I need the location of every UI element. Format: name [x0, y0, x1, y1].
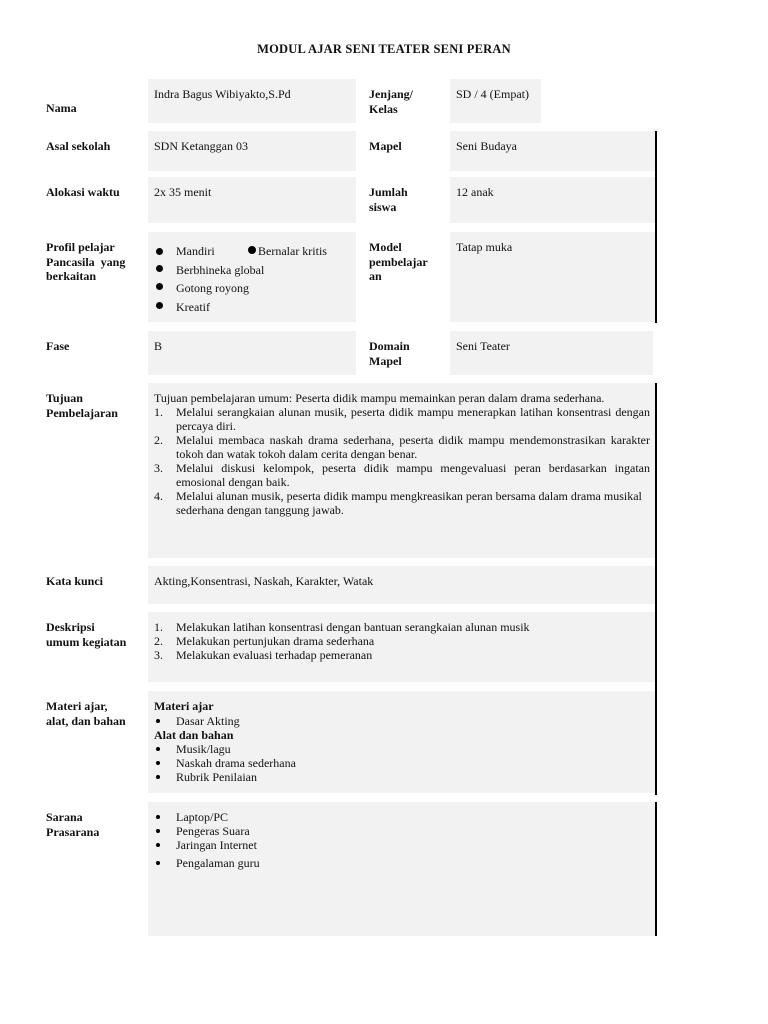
label-deskripsi-line2: umum kegiatan: [46, 634, 127, 649]
alat-bahan-item: Musik/lagu: [154, 742, 650, 756]
tujuan-item-number: 2.: [154, 433, 163, 447]
value-domain-mapel: [450, 331, 653, 375]
value-deskripsi-kegiatan: [148, 612, 656, 682]
value-kata-kunci: [148, 566, 656, 604]
page-title: MODUL AJAR SENI TEATER SENI PERAN: [257, 42, 511, 56]
materi-heading: Materi ajar: [154, 699, 214, 713]
label-domain-line1: Domain: [369, 339, 410, 353]
tujuan-item-text: Melalui diskusi kelompok, peserta didik mampu mengevaluasi peran berdasarkan ingatan emosional dengan baik.: [176, 461, 650, 489]
profil-item: Kreatif: [154, 298, 350, 317]
deskripsi-item-text: Melakukan pertunjukan drama sederhana: [176, 634, 375, 648]
deskripsi-item: [154, 634, 650, 648]
tujuan-item: [154, 461, 650, 489]
deskripsi-item: [154, 648, 650, 662]
tujuan-intro: Tujuan pembelajaran umum: Peserta didik mampu memainkan peran dalam drama sederhana.: [154, 391, 605, 405]
deskripsi-item-text: Melakukan evaluasi terhadap pemeranan: [176, 648, 373, 662]
sarana-item: Jaringan Internet: [154, 838, 650, 852]
tujuan-item-number: 3.: [154, 461, 163, 475]
label-asal-sekolah: Asal sekolah: [46, 139, 111, 153]
label-domain-line2: Mapel: [369, 353, 402, 368]
tujuan-item: [154, 489, 650, 517]
tujuan-item: [154, 433, 650, 461]
value-alokasi-waktu: [148, 177, 356, 223]
sarana-item: Pengeras Suara: [154, 824, 650, 838]
label-profil-line2: Pancasila yang: [46, 254, 126, 269]
label-tujuan-line1: Tujuan: [46, 391, 83, 405]
label-model-line2: pembelajar: [369, 254, 428, 269]
kata-kunci-text: Akting,Konsentrasi, Naskah, Karakter, Watak: [154, 574, 374, 588]
tujuan-item-number: 4.: [154, 489, 163, 503]
label-jumlah-siswa: [369, 185, 408, 214]
label-model-line1: Model: [369, 240, 402, 254]
jumlah-siswa-text: 12 anak: [456, 185, 494, 199]
table-border-line: [655, 383, 657, 795]
value-sarana-prasarana: [148, 802, 656, 936]
materi-item: Dasar Akting: [154, 714, 650, 728]
deskripsi-item-number: 1.: [154, 620, 163, 634]
label-domain-mapel: [369, 339, 410, 368]
label-sarana-line2: Prasarana: [46, 824, 100, 839]
label-model-line3: an: [369, 269, 382, 283]
label-deskripsi-kegiatan: [46, 620, 126, 649]
table-border-line: [655, 131, 657, 323]
value-profil-pelajar: [148, 232, 356, 322]
bullet-dot-icon: [248, 246, 256, 254]
value-jenjang: [450, 79, 541, 123]
tujuan-item-number: 1.: [154, 405, 163, 419]
alat-bahan-heading: Alat dan bahan: [154, 727, 234, 742]
deskripsi-item: [154, 620, 650, 634]
profil-first-line: [154, 242, 350, 261]
value-mapel: [450, 131, 656, 171]
asal-sekolah-text: SDN Ketanggan 03: [154, 139, 248, 153]
nama-text: Indra Bagus Wibiyakto,S.Pd: [154, 87, 291, 101]
domain-mapel-text: Seni Teater: [456, 339, 510, 353]
label-model-pembelajaran: [369, 240, 428, 284]
value-fase: [148, 331, 356, 375]
alat-bahan-item: Rubrik Penilaian: [154, 770, 650, 784]
profil-item: [248, 242, 327, 261]
tujuan-item-text: Melalui membaca naskah drama sederhana, peserta didik mampu mendemonstrasikan karakter tokoh dan watak tokoh dalam cerita dengan benar.: [176, 433, 650, 461]
label-sarana-prasarana: [46, 810, 99, 839]
label-jenjang-line2: Kelas: [369, 101, 398, 116]
label-profil-line1: Profil pelajar: [46, 240, 115, 254]
label-jenjang: [369, 87, 413, 116]
label-profil-pelajar: [46, 240, 125, 284]
tujuan-item: [154, 405, 650, 433]
label-kata-kunci: Kata kunci: [46, 574, 104, 588]
fase-text: B: [154, 339, 163, 353]
tujuan-item-text: Melalui serangkaian alunan musik, peserta didik mampu menerapkan latihan konsentrasi dengan percaya diri.: [176, 405, 650, 433]
deskripsi-item-text: Melakukan latihan konsentrasi dengan bantuan serangkaian alunan musik: [176, 620, 530, 634]
label-jumlah-line2: siswa: [369, 199, 397, 214]
sarana-item: Laptop/PC: [154, 810, 650, 824]
model-pembelajaran-text: Tatap muka: [456, 240, 513, 254]
mapel-text: Seni Budaya: [456, 139, 517, 153]
alat-bahan-item: Naskah drama sederhana: [154, 756, 650, 770]
label-materi-line2: alat, dan bahan: [46, 713, 126, 728]
label-nama: Nama: [46, 101, 77, 115]
deskripsi-item-number: 3.: [154, 648, 163, 662]
label-fase: Fase: [46, 339, 70, 353]
label-tujuan-line2: Pembelajaran: [46, 405, 118, 420]
value-materi-ajar: [148, 691, 656, 793]
deskripsi-item-number: 2.: [154, 634, 163, 648]
label-tujuan-pembelajaran: [46, 391, 118, 420]
jenjang-text: SD / 4 (Empat): [456, 87, 529, 101]
label-alokasi-waktu: Alokasi waktu: [46, 185, 120, 199]
label-sarana-line1: Sarana: [46, 810, 83, 824]
label-jumlah-line1: Jumlah: [369, 185, 408, 199]
sarana-item: Pengalaman guru: [154, 856, 650, 870]
label-mapel: Mapel: [369, 139, 402, 153]
value-jumlah-siswa: [450, 177, 656, 223]
alokasi-waktu-text: 2x 35 menit: [154, 185, 212, 199]
label-jenjang-line1: Jenjang/: [369, 87, 414, 101]
value-asal-sekolah: [148, 131, 356, 171]
profil-item: Berbhineka global: [154, 261, 350, 280]
value-tujuan-pembelajaran: [148, 383, 656, 558]
profil-item: Gotong royong: [154, 279, 350, 298]
label-materi-line1: Materi ajar,: [46, 699, 108, 713]
label-profil-line3: berkaitan: [46, 269, 97, 283]
value-nama: [148, 79, 356, 123]
table-border-line: [655, 802, 657, 936]
profil-item-text: Bernalar kritis: [258, 244, 327, 258]
value-model-pembelajaran: [450, 232, 656, 322]
profil-item: Mandiri: [154, 244, 215, 258]
tujuan-item-text: Melalui alunan musik, peserta didik mampu mengkreasikan peran bersama dalam drama musikal sederhana dengan tanggung jawab.: [176, 489, 642, 517]
label-deskripsi-line1: Deskripsi: [46, 620, 95, 634]
label-materi-ajar: [46, 699, 126, 728]
